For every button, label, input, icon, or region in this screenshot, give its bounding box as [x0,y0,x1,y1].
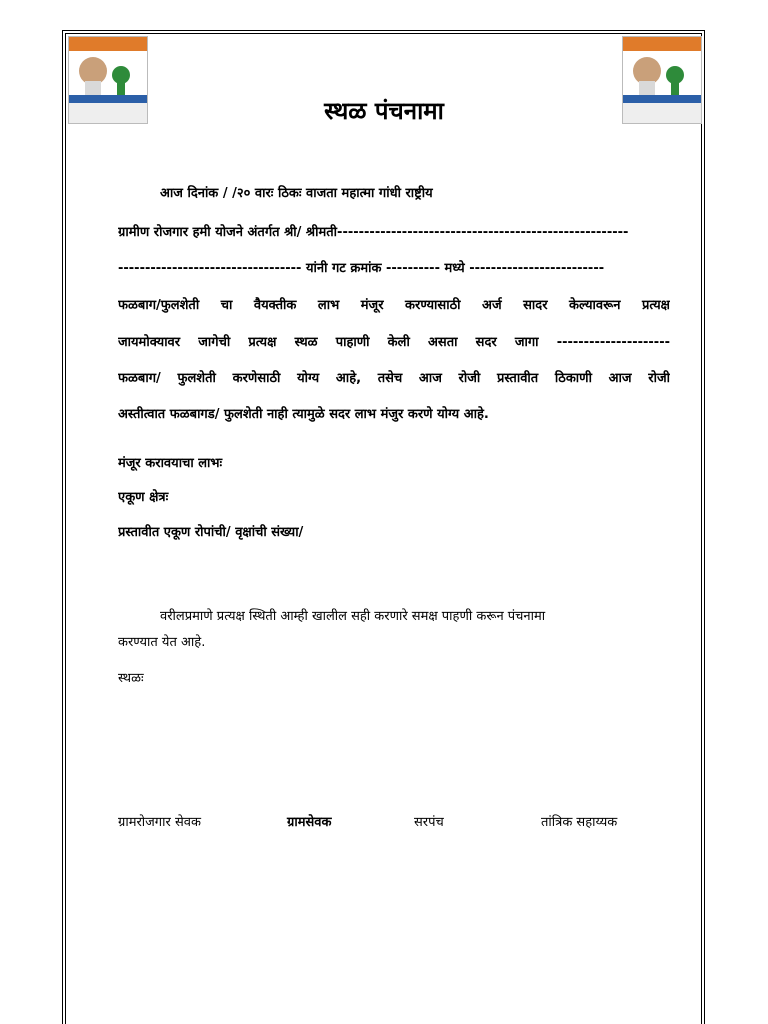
signatory-gramsevak: ग्रामसेवक [287,815,332,830]
body-line-2: ग्रामीण रोजगार हमी योजने अंतर्गत श्री/ श्रीमती------------------------------------------------------ [118,225,629,240]
signatory-rojgar-sevak: ग्रामरोजगार सेवक [118,815,201,830]
body-line-1: आज दिनांक / /२० वारः ठिकः वाजता महात्मा गांधी राष्ट्रीय [160,186,433,201]
signature-row [0,812,768,832]
benefit-label: मंजूर करावयाचा लाभः [118,456,223,471]
total-area-label: एकूण क्षेत्रः [118,490,169,505]
body-line-3: ---------------------------------- यांनी गट क्रमांक ---------- मध्ये ------------------------- [118,261,605,276]
document-title: स्थळ पंचनामा [324,97,444,125]
closing-line-1: वरीलप्रमाणे प्रत्यक्ष स्थिती आम्ही खालील सही करणारे समक्ष पाहणी करून पंचनामा [160,609,546,624]
signatory-technical-assistant: तांत्रिक सहाय्यक [541,815,618,830]
signatory-sarpanch: सरपंच [414,815,444,830]
place-label: स्थळः [118,671,144,686]
body-line-4: फळबाग/फुलशेती चा वैयक्तीक लाभ मंजूर करण्यासाठी अर्ज सादर केल्यावरून प्रत्यक्ष [118,298,670,313]
plant-count-label: प्रस्तावीत एकूण रोपांची/ वृक्षांची संख्या/ [118,525,304,540]
body-line-5: जायमोक्यावर जागेची प्रत्यक्ष स्थळ पाहाणी केली असता सदर जागा --------------------- [118,335,670,350]
body-line-7: अस्तीत्वात फळबागड/ फुलशेती नाही त्यामुळे सदर लाभ मंजुर करणे योग्य आहे. [118,407,489,422]
body-line-6: फळबाग/ फुलशेती करणेसाठी योग्य आहे, तसेच आज रोजी प्रस्तावीत ठिकाणी आज रोजी [118,371,670,386]
closing-line-2: करण्यात येत आहे. [118,635,206,650]
